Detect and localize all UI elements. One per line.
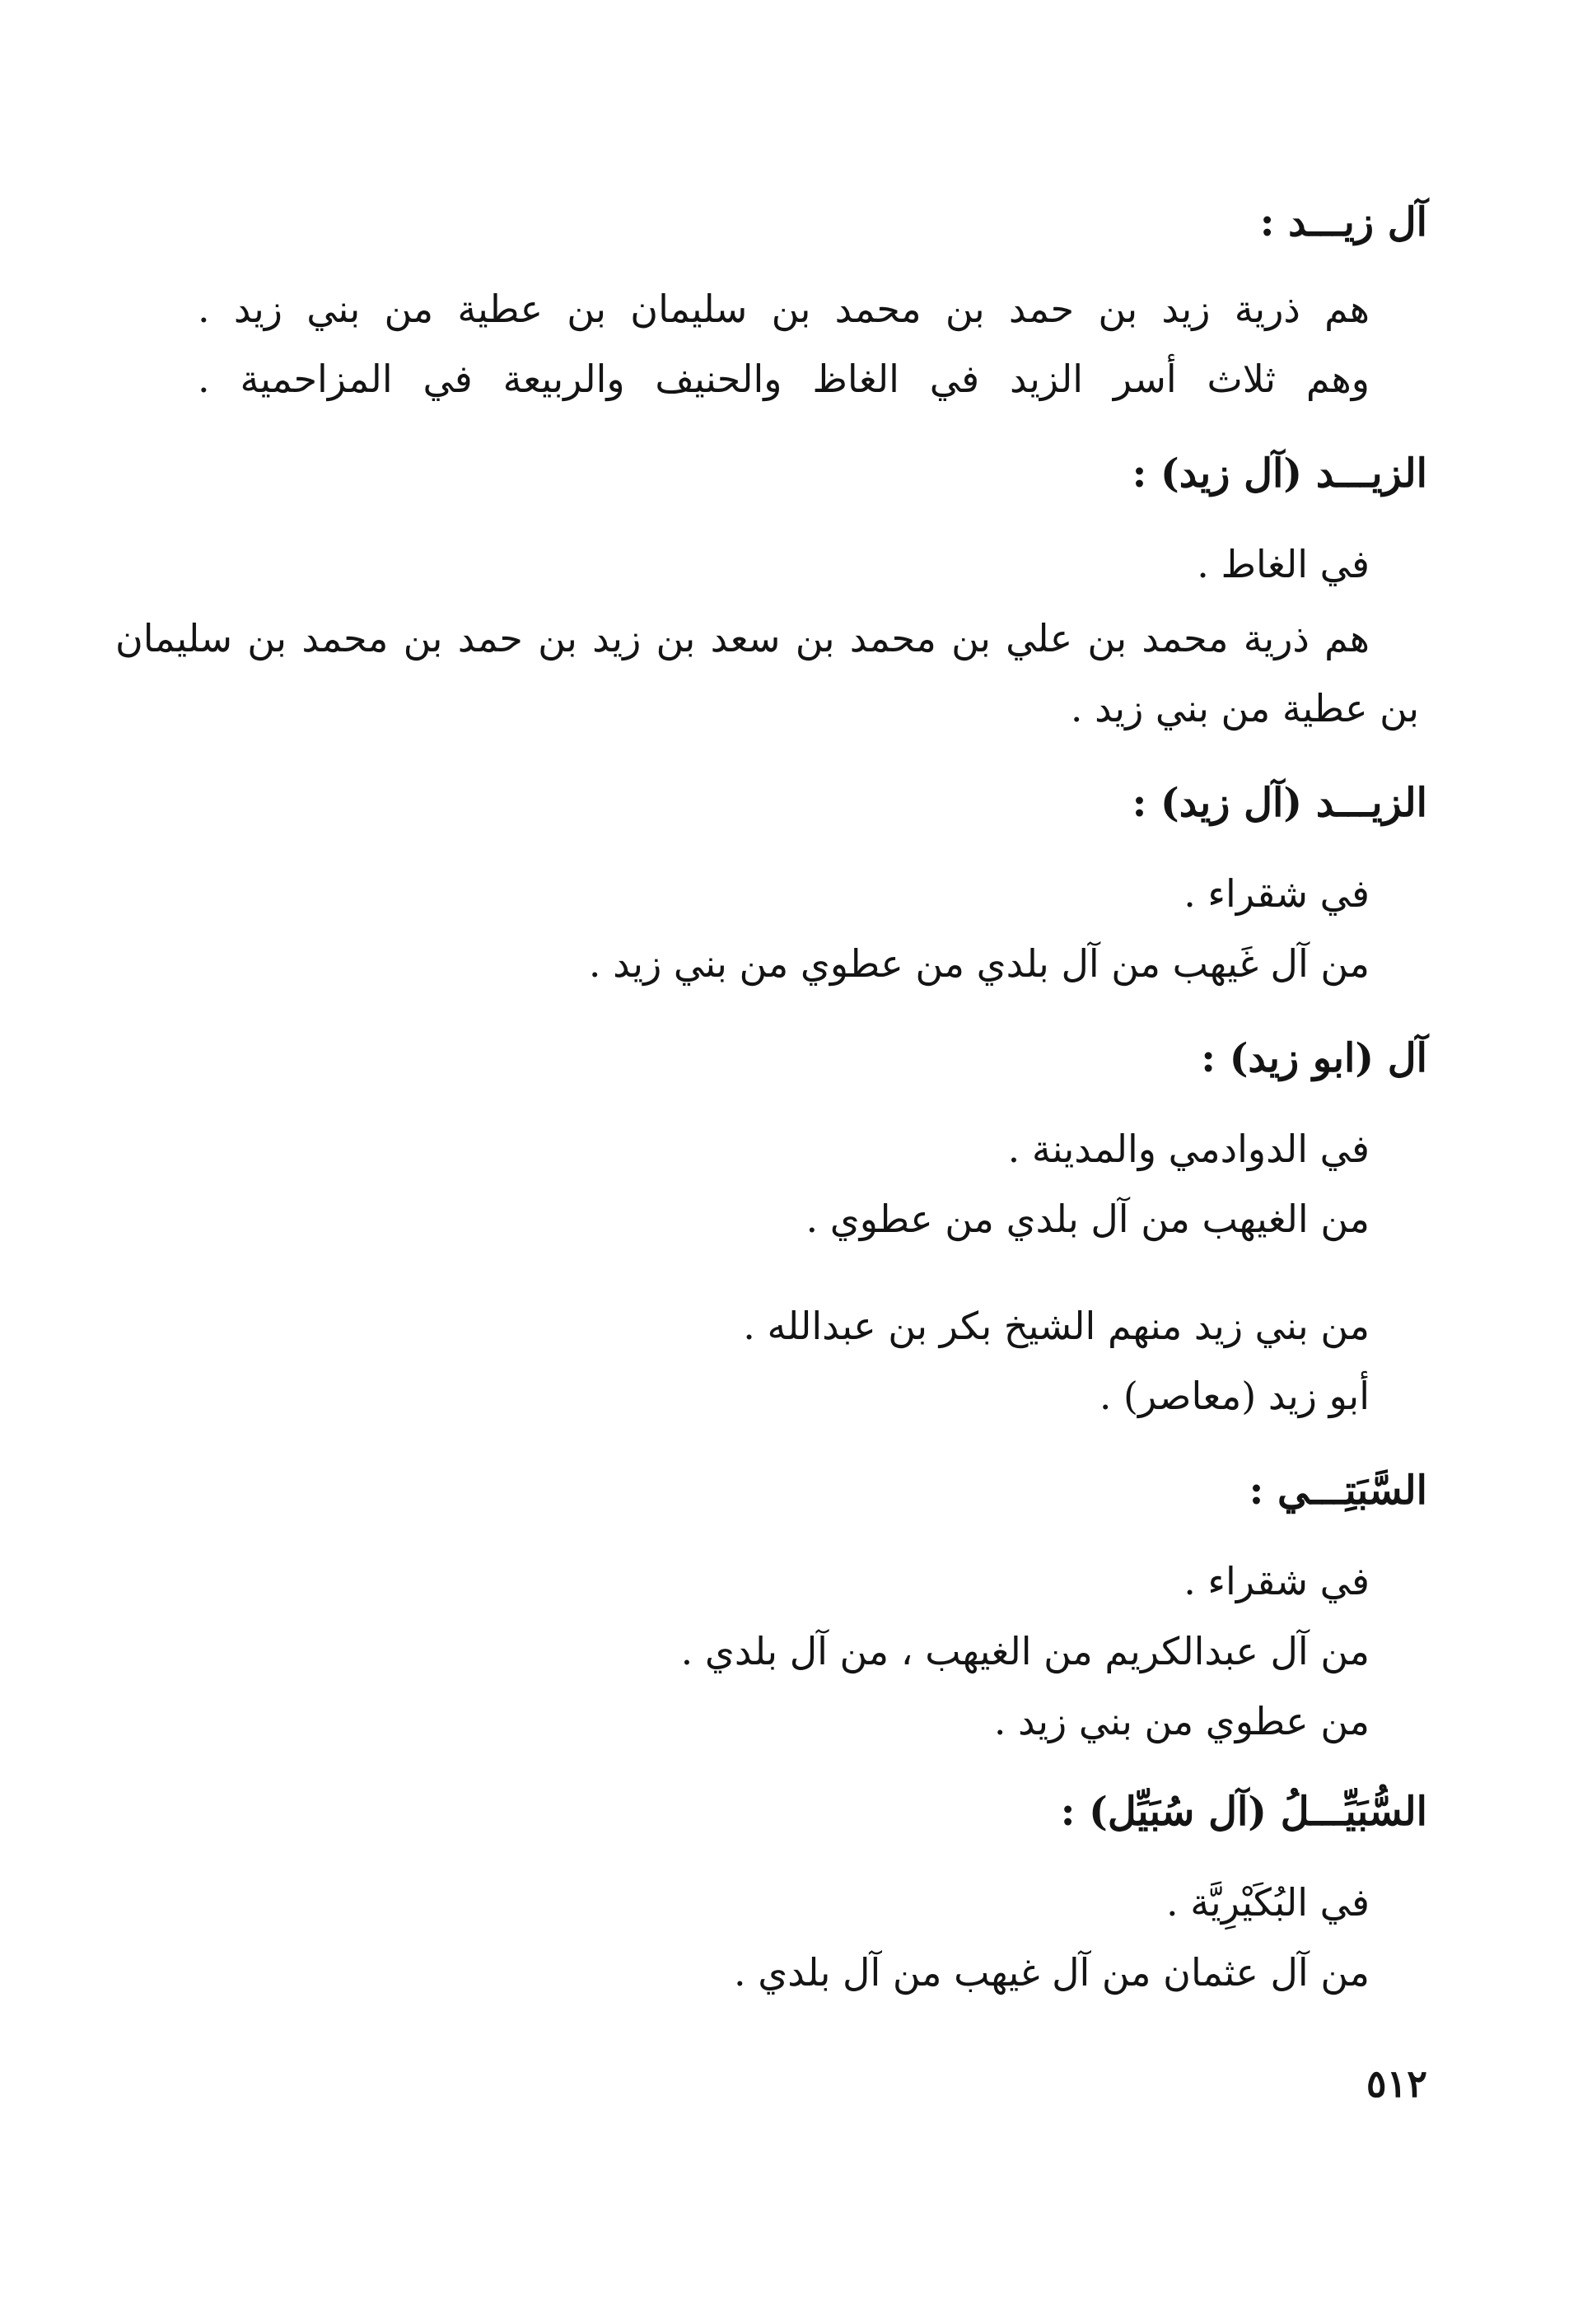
paragraph-line: أبو زيد (معاصر) . <box>1099 1374 1370 1418</box>
paragraph-line: في شقراء . <box>1183 1559 1370 1603</box>
paragraph-line: من الغيهب من آل بلدي من عطوي . <box>805 1197 1370 1241</box>
heading-alzaid-2: الزيـــد (آل زيد) : <box>1132 780 1427 826</box>
paragraph-line: بن عطية من بني زيد . <box>1070 686 1419 730</box>
paragraph-line: في الدوادمي والمدينة . <box>1007 1127 1370 1171</box>
heading-alsabti: السَّبَتِـــي : <box>1249 1468 1427 1514</box>
page-number: ٥١٢ <box>1366 2061 1427 2106</box>
paragraph-line: من بني زيد منهم الشيخ بكر بن عبدالله . <box>743 1304 1370 1348</box>
paragraph-line: هم ذرية زيد بن حمد بن محمد بن سليمان بن عطية من بني زيد . <box>198 287 1370 331</box>
paragraph-line: من آل غَيهب من آل بلدي من عطوي من بني زيد . <box>588 941 1370 986</box>
heading-al-abu-zaid: آل (ابو زيد) : <box>1201 1035 1427 1081</box>
paragraph-line: من عطوي من بني زيد . <box>993 1699 1370 1743</box>
heading-alsubayyil: السُّبَيِّـــلُ (آل سُبَيِّل) : <box>1060 1789 1427 1835</box>
heading-al-zaid: آل زيـــد : <box>1259 199 1427 245</box>
paragraph-line: في البُكَيْرِيَّة . <box>1165 1880 1370 1925</box>
paragraph-line: من آل عثمان من آل غيهب من آل بلدي . <box>733 1950 1370 1995</box>
paragraph-line: في الغاط . <box>1197 542 1370 586</box>
paragraph-line: وهم ثلاث أسر الزيد في الغاظ والحنيف والربيعة في المزاحمية . <box>198 357 1370 401</box>
paragraph-line: هم ذرية محمد بن علي بن محمد بن سعد بن زيد بن حمد بن محمد بن سليمان <box>115 616 1370 660</box>
heading-alzaid-1: الزيـــد (آل زيد) : <box>1132 450 1427 497</box>
paragraph-line: من آل عبدالكريم من الغيهب ، من آل بلدي . <box>680 1629 1370 1673</box>
paragraph-line: في شقراء . <box>1183 871 1370 916</box>
